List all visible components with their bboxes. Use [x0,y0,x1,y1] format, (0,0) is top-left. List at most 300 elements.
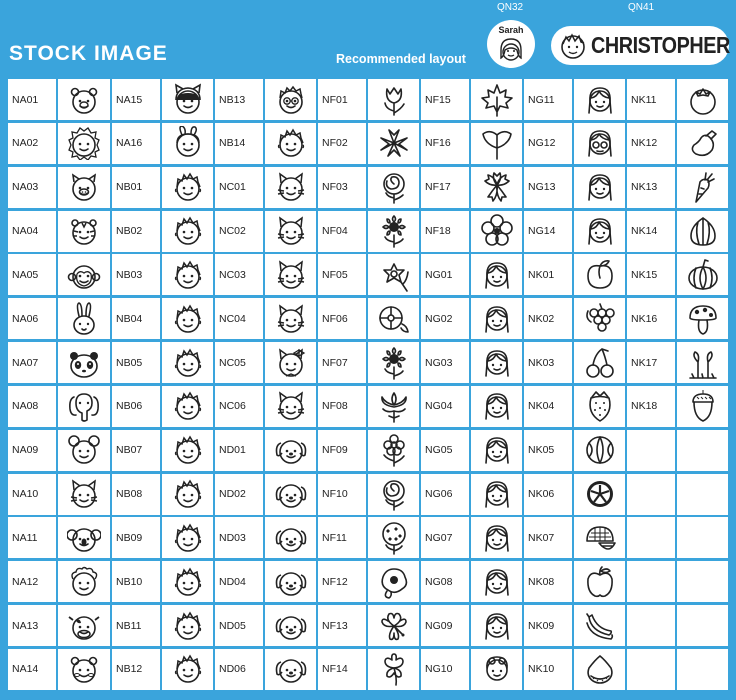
watermelon-icon [583,433,617,467]
stock-code-label: NA07 [8,342,56,383]
stock-code-label: NB13 [215,79,263,120]
stock-image-cell [471,342,522,383]
stock-image-cell [368,342,419,383]
stock-image-cell [265,254,316,295]
sample-round-code: QN32 [497,2,524,13]
girl-icon [480,565,514,599]
apple-icon [583,565,617,599]
mouse-icon [67,433,101,467]
stock-code-label: NF08 [318,386,366,427]
onion-icon [686,214,720,248]
stock-code-label: NG06 [421,474,469,515]
girl-icon [480,302,514,336]
stock-code-label: NA15 [112,79,160,120]
cherry-blossom-icon [480,170,514,204]
stock-image-cell [58,211,110,252]
stock-image-cell [471,167,522,208]
dog-icon [274,609,308,643]
girl-icon [480,521,514,555]
empty-cell [677,649,728,690]
carrot-icon [686,170,720,204]
empty-cell [627,430,675,471]
stock-image-cell [265,79,316,120]
stock-code-label: NA16 [112,123,160,164]
morning-glory-icon [377,302,411,336]
stock-image-cell [265,649,316,690]
stock-image-cell [58,254,110,295]
stock-code-label: NK08 [524,561,572,602]
stock-image-cell [471,474,522,515]
stock-image-cell [265,386,316,427]
stock-image-cell [368,298,419,339]
stock-code-label: NF13 [318,605,366,646]
stock-code-label: NK01 [524,254,572,295]
stock-image-cell [58,79,110,120]
stock-image-cell [574,211,625,252]
stock-code-label: NG04 [421,386,469,427]
stock-image-cell [677,211,728,252]
stock-code-label: NG10 [421,649,469,690]
girl-icon [480,346,514,380]
stock-image-cell [677,254,728,295]
stock-code-label: NB06 [112,386,160,427]
ginkgo-leaf-icon [480,126,514,160]
stock-code-label: NF15 [421,79,469,120]
stock-image-cell [162,605,213,646]
stock-image-cell [58,430,110,471]
stock-code-label: NG05 [421,430,469,471]
stock-image-cell [162,342,213,383]
girl-goggles-icon [480,652,514,686]
stock-code-label: NA01 [8,79,56,120]
empty-cell [627,605,675,646]
plum-blossom-icon [480,214,514,248]
girl-icon [583,83,617,117]
stock-code-label: ND01 [215,430,263,471]
stock-image-cell [677,167,728,208]
boy-icon [171,214,205,248]
lion-icon [67,126,101,160]
stock-code-label: NB09 [112,517,160,558]
stock-code-label: NF06 [318,298,366,339]
boy-icon [274,126,308,160]
boy-icon [171,258,205,292]
stock-code-label: NC01 [215,167,263,208]
hydrangea-icon [377,521,411,555]
stock-image-cell [58,298,110,339]
stock-image-cell [574,167,625,208]
girl-icon [583,214,617,248]
stock-code-label: NK02 [524,298,572,339]
panda-icon [67,346,101,380]
stock-image-cell [265,474,316,515]
stock-code-label: NB02 [112,211,160,252]
stock-image-cell [162,474,213,515]
stock-image-cell [265,342,316,383]
stock-code-label: NK10 [524,649,572,690]
girl-icon [480,258,514,292]
stock-image-cell [471,649,522,690]
stock-code-label: NA14 [8,649,56,690]
mushroom-icon [686,302,720,336]
melon-icon [583,521,617,555]
empty-cell [677,517,728,558]
stock-code-label: NA04 [8,211,56,252]
sample-round-name: Sarah [498,25,524,35]
stock-code-label: NF05 [318,254,366,295]
stock-code-label: NF16 [421,123,469,164]
stock-image-cell [162,79,213,120]
stock-code-label: NB14 [215,123,263,164]
stock-code-label: NK14 [627,211,675,252]
stock-code-label: NK11 [627,79,675,120]
sunflower-icon [377,346,411,380]
peach-icon [583,258,617,292]
empty-cell [627,474,675,515]
stock-code-label: NG09 [421,605,469,646]
stock-code-label: ND05 [215,605,263,646]
stock-image-cell [471,79,522,120]
stock-code-label: NA10 [8,474,56,515]
stock-image-cell [265,123,316,164]
narcissus-icon [377,258,411,292]
boy-face-icon [558,32,588,60]
stock-code-label: NB04 [112,298,160,339]
stock-code-label: NC03 [215,254,263,295]
stock-code-label: NA05 [8,254,56,295]
pumpkin-icon [686,258,720,292]
stock-image-cell [162,386,213,427]
stock-code-label: NA13 [8,605,56,646]
stock-code-label: NG11 [524,79,572,120]
stock-code-label: NF17 [421,167,469,208]
stock-image-cell [162,123,213,164]
chestnut-icon [583,652,617,686]
stock-image-cell [677,386,728,427]
dog-icon [274,433,308,467]
empty-cell [677,605,728,646]
dog-icon [274,652,308,686]
cat-icon [274,214,308,248]
stock-code-label: ND06 [215,649,263,690]
stock-code-label: ND03 [215,517,263,558]
boy-icon [171,609,205,643]
stock-image-cell [368,605,419,646]
stock-image-cell [574,561,625,602]
sprout-icon [686,346,720,380]
stock-image-cell [368,430,419,471]
hamster-icon [67,652,101,686]
empty-cell [677,474,728,515]
sample-pill-stamp [551,26,729,65]
stock-image-cell [574,430,625,471]
stock-image-cell [471,517,522,558]
stock-image-cell [265,430,316,471]
stock-code-label: NG02 [421,298,469,339]
stock-code-label: NK07 [524,517,572,558]
stock-image-cell [574,123,625,164]
stock-image-cell [368,517,419,558]
stock-image-cell [58,123,110,164]
acorn-icon [686,389,720,423]
stock-code-label: NB07 [112,430,160,471]
stock-code-label: NB12 [112,649,160,690]
cat-icon [274,302,308,336]
stock-code-label: NB10 [112,561,160,602]
stock-image-grid [8,79,728,690]
stock-code-label: NF12 [318,561,366,602]
stock-image-cell [471,211,522,252]
monkey-icon [67,258,101,292]
boy-icon [171,565,205,599]
stock-code-label: NB08 [112,474,160,515]
stock-code-label: NC06 [215,386,263,427]
stock-image-cell [265,561,316,602]
stock-image-cell [574,79,625,120]
stock-image-cell [368,79,419,120]
cat-icon [274,170,308,204]
empty-cell [677,430,728,471]
stock-image-cell [265,605,316,646]
stock-code-label: ND02 [215,474,263,515]
empty-cell [627,561,675,602]
cat-icon [274,389,308,423]
boy-icon [171,652,205,686]
stock-image-cell [368,561,419,602]
cat-icon [274,258,308,292]
stock-image-cell [58,386,110,427]
grapes-icon [583,302,617,336]
stock-code-label: NK06 [524,474,572,515]
stock-image-cell [677,298,728,339]
rabbit-icon [67,302,101,336]
girl-icon [480,389,514,423]
cherries-icon [583,346,617,380]
cat-icon [67,477,101,511]
lotus-icon [377,389,411,423]
maple-leaf-icon [480,83,514,117]
stock-code-label: NB05 [112,342,160,383]
boy-icon [171,389,205,423]
stock-code-label: NF01 [318,79,366,120]
elephant-icon [67,389,101,423]
dog-icon [274,521,308,555]
stock-image-cell [677,123,728,164]
stock-image-cell [162,211,213,252]
stock-code-label: NC05 [215,342,263,383]
stock-code-label: NK04 [524,386,572,427]
stock-code-label: NA11 [8,517,56,558]
stock-code-label: NA09 [8,430,56,471]
stock-image-cell [265,167,316,208]
stock-code-label: NB01 [112,167,160,208]
boy-icon [171,346,205,380]
stock-image-cell [574,254,625,295]
boy-glasses-icon [274,83,308,117]
stock-image-cell [471,298,522,339]
stock-code-label: NK05 [524,430,572,471]
stock-image-cell [471,123,522,164]
stock-code-label: NA03 [8,167,56,208]
tulip-icon [377,83,411,117]
stock-code-label: NK15 [627,254,675,295]
stock-code-label: NG14 [524,211,572,252]
stock-code-label: NB03 [112,254,160,295]
stock-image-cell [471,254,522,295]
stock-image-cell [162,254,213,295]
orange-slice-icon [583,477,617,511]
bear-icon [67,83,101,117]
stock-image-cell [368,649,419,690]
stock-code-label: NK17 [627,342,675,383]
stock-image-cell [162,517,213,558]
stock-code-label: NK03 [524,342,572,383]
stock-code-label: NC02 [215,211,263,252]
tiger-icon [67,214,101,248]
rose-icon [377,170,411,204]
stock-code-label: ND04 [215,561,263,602]
stock-image-cell [574,298,625,339]
stock-code-label: NG12 [524,123,572,164]
pig-icon [67,170,101,204]
stock-code-label: NC04 [215,298,263,339]
empty-cell [677,561,728,602]
stock-image-cell [574,517,625,558]
boy-icon [171,521,205,555]
cow-icon [67,609,101,643]
stock-code-label: NG08 [421,561,469,602]
sample-pill-name: CHRISTOPHER [591,32,730,58]
tomato-icon [686,83,720,117]
stock-image-cell [58,649,110,690]
stock-image-cell [162,167,213,208]
stock-image-cell [58,517,110,558]
stock-image-cell [162,561,213,602]
boy-icon [171,433,205,467]
stock-code-label: NK18 [627,386,675,427]
stock-image-cell [368,167,419,208]
stock-image-cell [58,605,110,646]
sample-pill-code: QN41 [628,2,655,13]
stock-code-label: NF07 [318,342,366,383]
stock-image-cell [574,474,625,515]
stock-code-label: NF11 [318,517,366,558]
stock-code-label: NG01 [421,254,469,295]
stock-image-cell [471,386,522,427]
stock-image-cell [368,474,419,515]
stock-code-label: NG07 [421,517,469,558]
stock-image-cell [368,211,419,252]
stock-image-cell [471,605,522,646]
recommended-layout-label: Recommended layout [336,52,466,66]
stock-image-cell [162,649,213,690]
empty-cell [627,649,675,690]
stock-code-label: NK13 [627,167,675,208]
stock-image-cell [162,298,213,339]
cat-bow-icon [274,346,308,380]
stock-code-label: NK12 [627,123,675,164]
stock-code-label: NG13 [524,167,572,208]
stock-image-cell [574,386,625,427]
stock-image-cell [574,342,625,383]
stock-image-cell [574,605,625,646]
dog-icon [274,565,308,599]
stock-image-cell [162,430,213,471]
page-title: STOCK IMAGE [9,42,168,65]
sample-round-stamp [487,20,535,68]
stock-image-cell [265,211,316,252]
girl-icon [480,433,514,467]
stock-code-label: NF09 [318,430,366,471]
stock-image-cell [58,561,110,602]
stock-image-cell [471,561,522,602]
clover-icon [377,652,411,686]
stock-image-cell [58,167,110,208]
cat-hood-girl-icon [171,83,205,117]
stock-code-label: NF04 [318,211,366,252]
lily-icon [377,126,411,160]
stock-code-label: NG03 [421,342,469,383]
stock-code-label: NF14 [318,649,366,690]
stock-code-label: NF02 [318,123,366,164]
bunny-hood-girl-icon [171,126,205,160]
girl-icon [480,477,514,511]
stock-code-label: NB11 [112,605,160,646]
stock-code-label: NK09 [524,605,572,646]
camellia-icon [377,565,411,599]
hibiscus-icon [377,609,411,643]
sheep-icon [67,565,101,599]
stock-image-cell [58,474,110,515]
stock-image-cell [265,298,316,339]
stock-code-label: NA08 [8,386,56,427]
stock-code-label: NF03 [318,167,366,208]
dog-icon [274,477,308,511]
stock-code-label: NA12 [8,561,56,602]
flower-icon [377,433,411,467]
boy-icon [171,477,205,511]
stock-code-label: NF18 [421,211,469,252]
stock-code-label: NA02 [8,123,56,164]
eggplant-icon [686,126,720,160]
koala-icon [67,521,101,555]
stock-image-cell [574,649,625,690]
stock-image-cell [368,386,419,427]
strawberry-icon [583,389,617,423]
stock-image-cell [58,342,110,383]
stock-image-cell [677,79,728,120]
stock-image-cell [368,123,419,164]
girl-icon [480,609,514,643]
stock-code-label: NA06 [8,298,56,339]
girl-glasses-icon [583,126,617,160]
stock-image-cell [368,254,419,295]
girl-face-icon [498,36,524,64]
stock-code-label: NF10 [318,474,366,515]
rose-icon [377,477,411,511]
banana-icon [583,609,617,643]
stock-image-cell [677,342,728,383]
header [0,0,736,76]
boy-icon [171,170,205,204]
stock-image-cell [265,517,316,558]
sunflower-icon [377,214,411,248]
empty-cell [627,517,675,558]
stock-image-cell [471,430,522,471]
stock-code-label: NK16 [627,298,675,339]
boy-icon [171,302,205,336]
girl-icon [583,170,617,204]
